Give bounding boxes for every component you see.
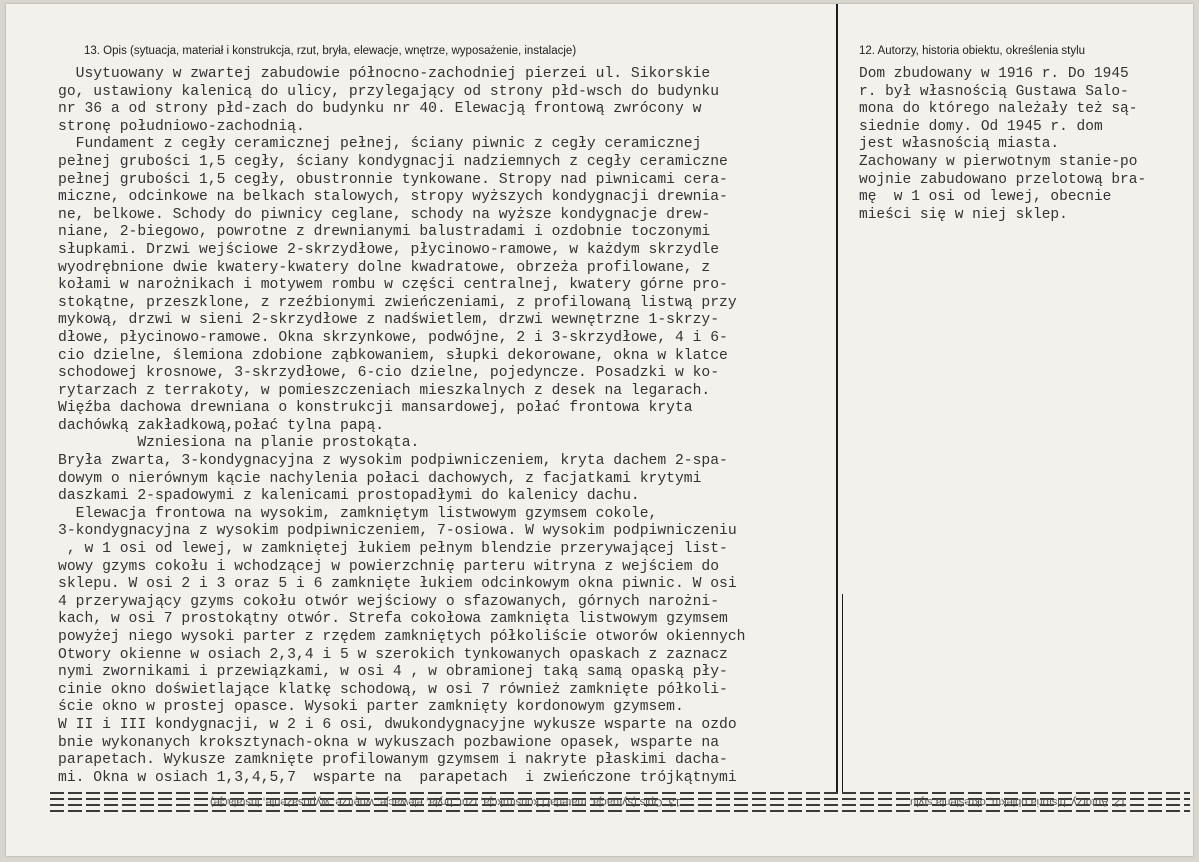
text-line: słupkami. Drzwi wejściowe 2-skrzydłowe, płycinowo-ramowe, w każdym skrzydle [58,241,720,258]
section-12-heading: 12. Autorzy, historia obiektu, określenia stylu [859,45,1086,57]
text-line: cinie okno doświetlające klatkę schodową, w osi 7 również zamknięte półkoli- [58,681,728,698]
text-line: stronę południowo-zachodnią. [58,118,305,135]
text-line: Fundament z cegły ceramicznej pełnej, ściany piwnic z cegły ceramicznej [58,136,702,153]
text-line: 4 przerywający gzyms cokołu otwór wejściowy o sfazowanych, górnych narożni- [58,593,720,610]
text-line: W II i III kondygnacji, w 2 i 6 osi, dwukondygnacyjne wykusze wsparte na ozdo [58,716,737,733]
text-line: niane, 2-biegowo, powrotne z drewnianymi balustradami i ozdobnie toczonymi [58,224,711,241]
text-line: Zachowany w pierwotnym stanie-po [859,153,1138,170]
text-line: mieści się w niej sklep. [859,206,1068,223]
text-line: bnie wykonanych kroksztynach-okna w wykuszach pozbawione opasek, wsparte na [58,734,720,751]
record-card [6,4,1193,856]
text-line: powyżej niego wysoki parter z rzędem zamkniętych półkoliście otworów okiennych [58,629,746,645]
text-line: , w 1 osi od lewej, w zamkniętej łukiem pełnym blendzie przerywającej list- [58,541,728,558]
text-line: r. był własnością Gustawa Salo- [859,83,1129,100]
text-line: dowym o nierównym kącie nachylenia połaci dachowych, z facjatkami krytymi [58,470,702,487]
text-line: wojnie zabudowano przelotową bra- [859,171,1147,188]
text-line: nr 36 a od strony płd-zach do budynku nr 40. Elewacją frontową zwrócony w [58,101,702,118]
text-line: sklepu. W osi 2 i 3 oraz 5 i 6 zamknięte łukiem odcinkowym okna piwnic. W osi [58,576,737,593]
text-line: dłowe, płycinowo-ramowe. Okna skrzynkowe, podwójne, 2 i 3-skrzydłowe, 4 i 6- [58,329,728,346]
text-line: ście okno w prostej opasce. Wysoki parter zamknięty kordonowym gzymsem. [58,699,684,716]
text-line: cio dzielne, ślemiona zdobione ząbkowaniem, słupki dekorowane, okna w klatce [58,347,728,364]
section-13-description [58,66,838,787]
text-line: siednie domy. Od 1945 r. dom [859,118,1103,135]
text-line: jest własnością miasta. [859,136,1060,153]
text-line: Wzniesiona na planie prostokąta. [58,435,420,452]
mirrored-heading-13: 13. Opis (sytuacja, materiał i konstrukcja, rzut, bryła, elewacje, wnętrze, wyposażenie, instalacje) [210,796,681,808]
text-line: mona do którego należały też są- [859,101,1138,118]
text-line: parapetach. Wykusze zamknięte profilowanym gzymsem i nakryte płaskimi dacha- [58,752,728,769]
text-line: mę w 1 osi od lewej, obecnie [859,189,1112,206]
text-line: miczne, odcinkowe na belkach stalowych, stropy wyższych kondygnacji drewnia- [58,189,728,206]
text-line: wowy gzyms cokołu i wchodzącej w powierzchnię parteru witryna z wejściem do [58,558,720,575]
text-line: dachówką zakładkową,połać tylna papą. [58,417,385,434]
mirrored-heading-12: 12. Autorzy, historia obiektu, określenia stylu [910,796,1127,808]
column-divider-lower [842,594,843,794]
page-footer-ribbon [50,790,1190,816]
text-line: stokątne, przeszklone, z rzeźbionymi zwieńczeniami, z profilowaną listwą przy [58,294,737,311]
text-line: Elewacja frontowa na wysokim, zamkniętym listwowym gzymsem cokole, [58,505,658,522]
text-line: Bryła zwarta, 3-kondygnacyjna z wysokim podpiwniczeniem, kryta dachem 2-spa- [58,453,728,470]
text-line: Dom zbudowany w 1916 r. Do 1945 [859,66,1129,82]
text-line: mi. Okna w osiach 1,3,4,5,7 wsparte na parapetach i zwieńczone trójkątnymi [58,769,737,786]
text-line: kach, w osi 7 prostokątny otwór. Strefa cokołowa zamknięta listwowym gzymsem [58,611,728,628]
text-line: Usytuowany w zwartej zabudowie północno-zachodniej pierzei ul. Sikorskie [58,66,711,82]
text-line: go, ustawiony kalenicą do ulicy, przylegający od strony płd-wsch do budynku [58,83,720,100]
text-line: Więźba dachowa drewniana o konstrukcji mansardowej, połać frontowa kryta [58,400,693,417]
text-line: pełnej grubości 1,5 cegły, ściany kondygnacji nadziemnych z cegły ceramiczne [58,153,728,170]
text-line: Otwory okienne w osiach 2,3,4 i 5 w szerokich tynkowanych opaskach z zaznacz [58,646,728,663]
text-line: 3-kondygnacyjna z wysokim podpiwniczeniem, 7-osiowa. W wysokim podpiwniczeniu [58,523,737,540]
text-line: ne, belkowe. Schody do piwnicy ceglane, schody na wyższe kondygnacje drew- [58,206,711,223]
text-line: kołami w narożnikach i motywem rombu w części centralnej, kwatery górne pro- [58,277,728,294]
text-line: daszkami 2-spadowymi z kalenicami prostopadłymi do kalenicy dachu. [58,488,640,505]
section-13-heading: 13. Opis (sytuacja, materiał i konstrukcja, rzut, bryła, elewacje, wnętrze, wyposażenie, instalacje) [84,45,577,57]
text-line: wyodrębnione dwie kwatery-kwatery dolne kwadratowe, obrzeża profilowane, z [58,259,711,276]
text-line: schodowej krosnowe, 3-skrzydłowe, 6-cio dzielne, pojedyncze. Posadzki w ko- [58,365,720,382]
text-line: rytarzach z terrakoty, w pomieszczeniach mieszkalnych z desek na legarach. [58,382,711,399]
text-line: mykową, drzwi w sieni 2-skrzydłowe z nadświetlem, drzwi wewnętrzne 1-skrzy- [58,312,720,329]
text-line: nymi zwornikami i przewiązkami, w osi 4 , w obramionej taką samą opaską pły- [58,664,728,681]
section-12-history [859,66,1189,224]
text-line: pełnej grubości 1,5 cegły, obustronnie tynkowane. Stropy nad piwnicami cera- [58,171,728,188]
